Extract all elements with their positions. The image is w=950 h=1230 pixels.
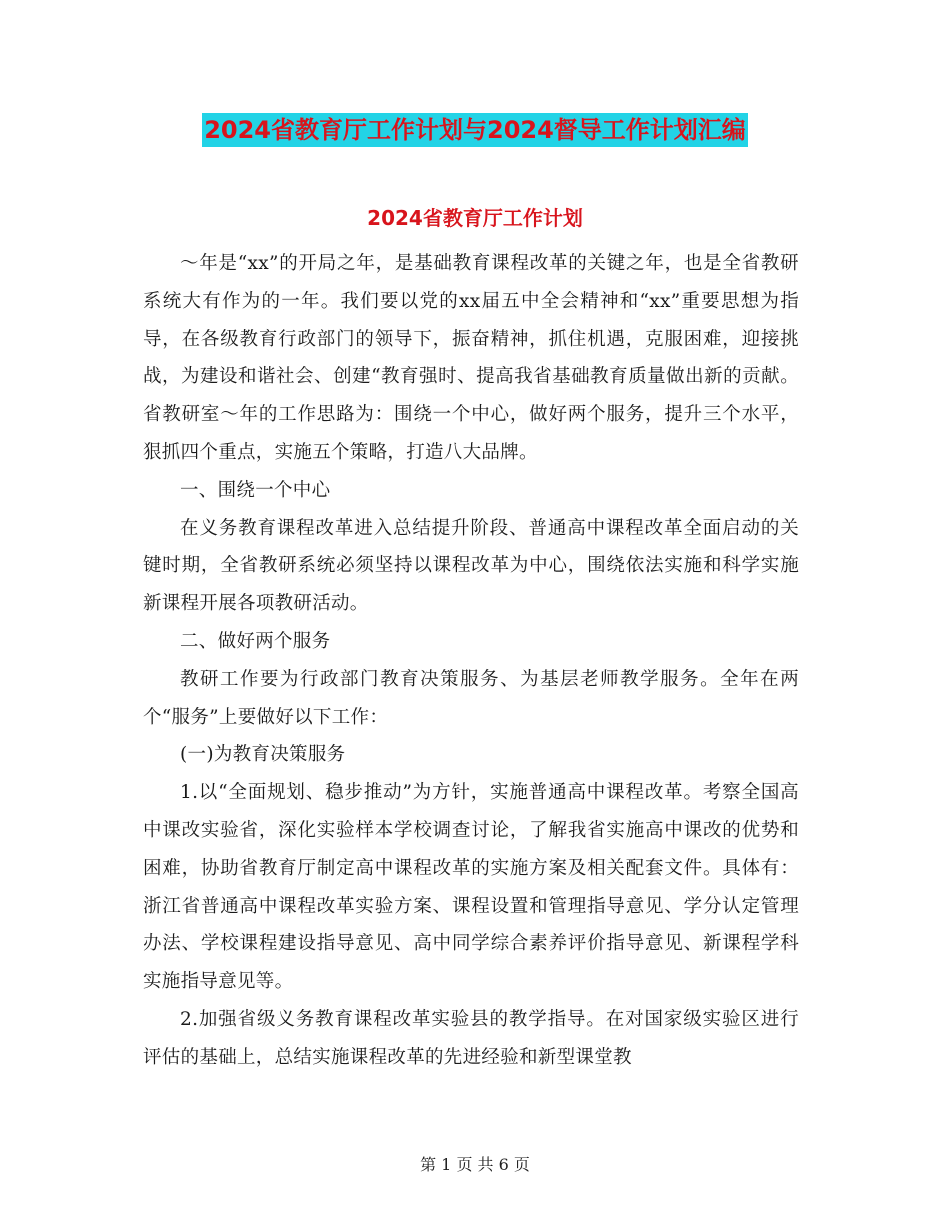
document-title xyxy=(0,112,950,148)
paragraph-item-1: 1.以“全面规划、稳步推动”为方针，实施普通高中课程改革。考察全国高中课改实验省，深化实验样本学校调查讨论，了解我省实施高中课改的优势和困难，协助省教育厅制定高中课程改革的实施方案及相关配套文件。具体有：浙江省普通高中课程改革实验方案、课程设置和管理指导意见、学分认定管理办法、学校课程建设指导意见、高中同学综合素养评价指导意见、新课程学科实施指导意见等。 xyxy=(143,782,799,993)
document-title-text: 2024省教育厅工作计划与2024督导工作计划汇编 xyxy=(202,113,748,147)
heading-two-services: 二、做好两个服务 xyxy=(180,630,331,652)
subheading-decision-service: (一)为教育决策服务 xyxy=(180,744,346,766)
page-footer: 第 1 页 共 6 页 xyxy=(420,1155,530,1174)
paragraph-center: 在义务教育课程改革进入总结提升阶段、普通高中课程改革全面启动的关键时期，全省教研系统必须坚持以课程改革为中心，围绕依法实施和科学实施新课程开展各项教研活动。 xyxy=(143,517,799,615)
paragraph-item-2: 2.加强省级义务教育课程改革实验县的教学指导。在对国家级实验区进行评估的基础上，总结实施课程改革的先进经验和新型课堂教 xyxy=(143,1008,799,1068)
paragraph-intro: ～年是“xx”的开局之年，是基础教育课程改革的关键之年，也是全省教研系统大有作为的一年。我们要以党的xx届五中全会精神和“xx”重要思想为指导，在各级教育行政部门的领导下，振奋精神，抓住机遇，克服困难，迎接挑战，为建设和谐社会、创建“教育强时、提高我省基础教育质量做出新的贡献。省教研室～年的工作思路为：围绕一个中心，做好两个服务，提升三个水平，狠抓四个重点，实施五个策略，打造八大品牌。 xyxy=(143,253,799,463)
heading-one-center: 一、围绕一个中心 xyxy=(180,479,331,501)
document-body xyxy=(143,245,799,1077)
section-title: 2024省教育厅工作计划 xyxy=(367,206,583,230)
paragraph-services: 教研工作要为行政部门教育决策服务、为基层老师教学服务。全年在两个“服务”上要做好以下工作： xyxy=(143,668,799,728)
